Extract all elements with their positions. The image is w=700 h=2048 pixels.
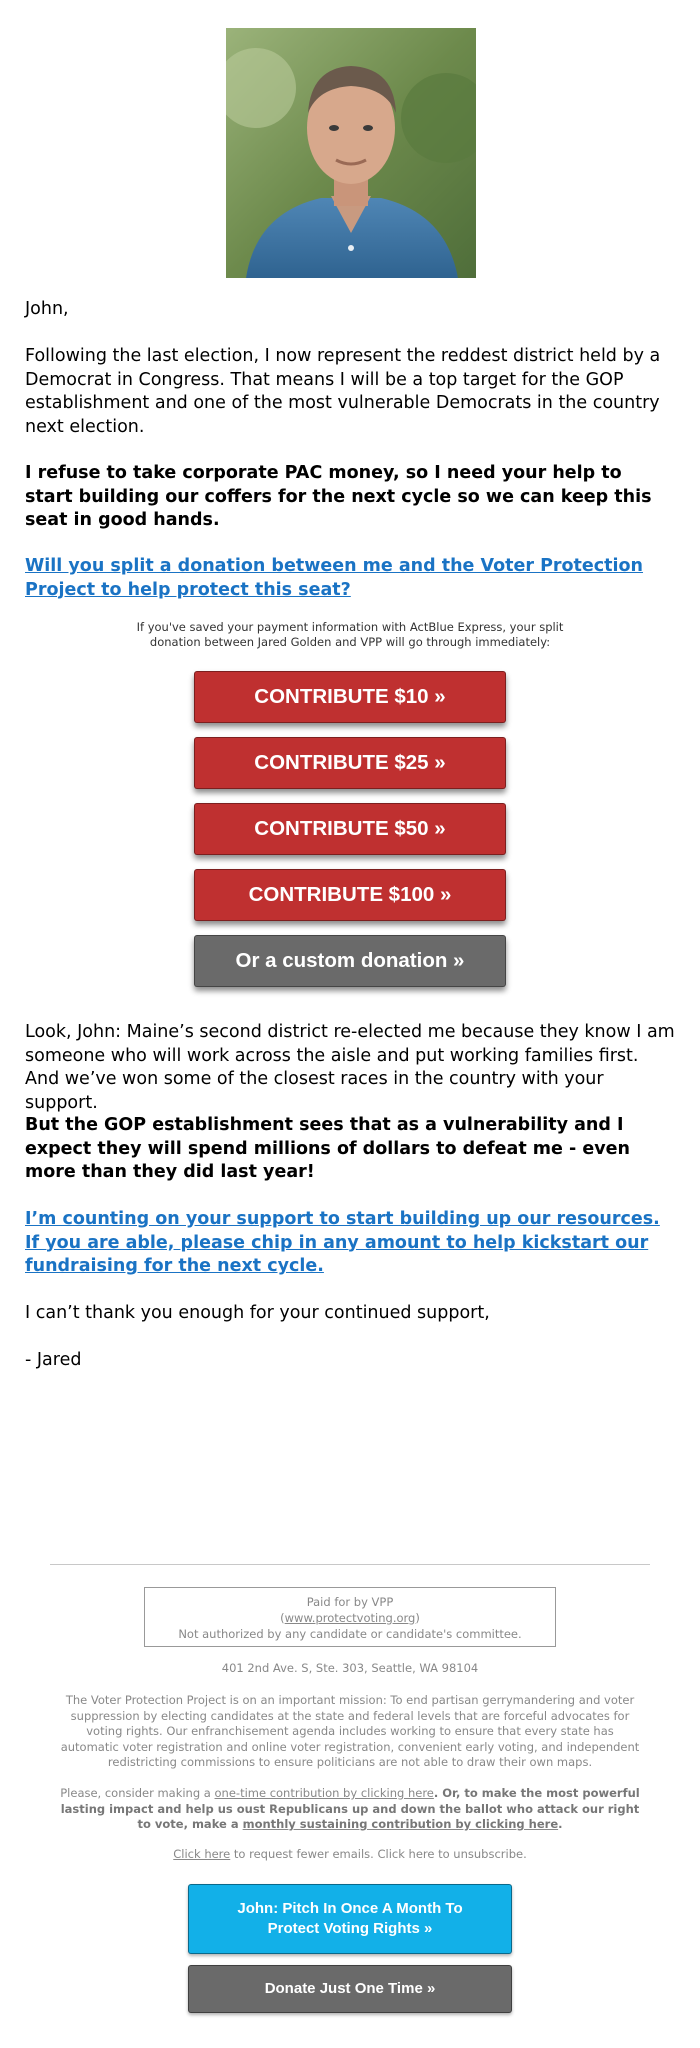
paragraph-gop xyxy=(25,1114,675,1185)
unsubscribe-text[interactable]: to request fewer emails. Click here to unsubscribe. xyxy=(230,1847,527,1861)
custom-donation-button[interactable]: Or a custom donation » xyxy=(194,935,506,987)
period: . xyxy=(558,1817,563,1831)
footer-divider xyxy=(50,1564,650,1565)
one-time-donation-button[interactable]: Donate Just One Time » xyxy=(188,1965,512,2013)
fewer-emails-link[interactable]: Click here xyxy=(173,1847,231,1861)
one-time-contribution-link[interactable]: one-time contribution by clicking here xyxy=(214,1786,434,1800)
email-preferences xyxy=(60,1847,640,1863)
consider-text xyxy=(60,1786,640,1833)
contribute-50-button[interactable]: CONTRIBUTE $50 » xyxy=(194,803,506,855)
contribute-25-button[interactable]: CONTRIBUTE $25 » xyxy=(194,737,506,789)
paid-line: Paid for by VPP xyxy=(306,1595,394,1609)
address: 401 2nd Ave. S, Ste. 303, Seattle, WA 98104 xyxy=(221,1661,479,1675)
consider-pre: Please, consider making a xyxy=(60,1786,215,1800)
paragraph-pac xyxy=(25,462,675,533)
paragraph-thanks: I can’t thank you enough for your continued support, xyxy=(25,1303,490,1323)
link-text[interactable]: Will you split a donation between me and the Voter Protection Project to help protect this seat? xyxy=(25,556,644,600)
signoff: - Jared xyxy=(25,1350,82,1370)
paragraph-text: Look, John: Maine’s second district re-elected me because they know I am someone who will work across the aisle and put working families first. And we’ve won some of the closest races in the country with your support. xyxy=(25,1022,675,1113)
split-donation-link[interactable] xyxy=(25,555,675,602)
link-text[interactable]: I’m counting on your support to start building up our resources. If you are able, please chip in any amount to help kickstart our fundraising for the next cycle. xyxy=(25,1209,660,1276)
candidate-photo xyxy=(226,28,476,278)
paid-for-box xyxy=(144,1587,556,1647)
url-paren-close: ) xyxy=(415,1611,420,1625)
not-authorized: Not authorized by any candidate or candidate's committee. xyxy=(178,1627,522,1641)
url-paren-open: ( xyxy=(280,1611,285,1625)
paragraph-text: Following the last election, I now represent the reddest district held by a Democrat in Congress. That means I will be a top target for the GOP establishment and one of the most vulnerable Democrats in the country next election. xyxy=(25,346,661,437)
paragraph-intro xyxy=(25,345,675,439)
url-line xyxy=(145,1610,555,1626)
monthly-donation-button[interactable]: John: Pitch In Once A Month To Protect Voting Rights » xyxy=(188,1884,512,1954)
mission-text: The Voter Protection Project is on an important mission: To end partisan gerrymandering and voter suppression by electing candidates at the state and federal levels that are forceful advocates for voting rights. Our enfranchisement agenda includes working to ensure that every state has automatic voter registration and online voter registration, convenient early voting, and independent redistricting commissions to ensure politicians are not able to draw their own maps. xyxy=(60,1693,640,1769)
monthly-contribution-link[interactable]: monthly sustaining contribution by clicking here xyxy=(242,1817,559,1831)
consider-bold: . Or, to make the most powerful lasting impact and help us oust Republicans up and down the ballot who attack our right to vote, make a xyxy=(60,1786,640,1831)
paragraph-maine xyxy=(25,1021,675,1115)
salutation: John, xyxy=(25,299,69,319)
support-link[interactable] xyxy=(25,1208,675,1279)
paragraph-text: I refuse to take corporate PAC money, so I need your help to start building our coffers for the next cycle so we can keep this seat in good hands. xyxy=(25,463,652,530)
actblue-note: If you've saved your payment information with ActBlue Express, your split donation between Jared Golden and VPP will go through immediately: xyxy=(136,620,564,649)
protectvoting-link[interactable]: www.protectvoting.org xyxy=(284,1611,416,1625)
contribute-10-button[interactable]: CONTRIBUTE $10 » xyxy=(194,671,506,723)
contribute-100-button[interactable]: CONTRIBUTE $100 » xyxy=(194,869,506,921)
paragraph-text: But the GOP establishment sees that as a vulnerability and I expect they will spend millions of dollars to defeat me - even more than they did last year! xyxy=(25,1115,630,1182)
